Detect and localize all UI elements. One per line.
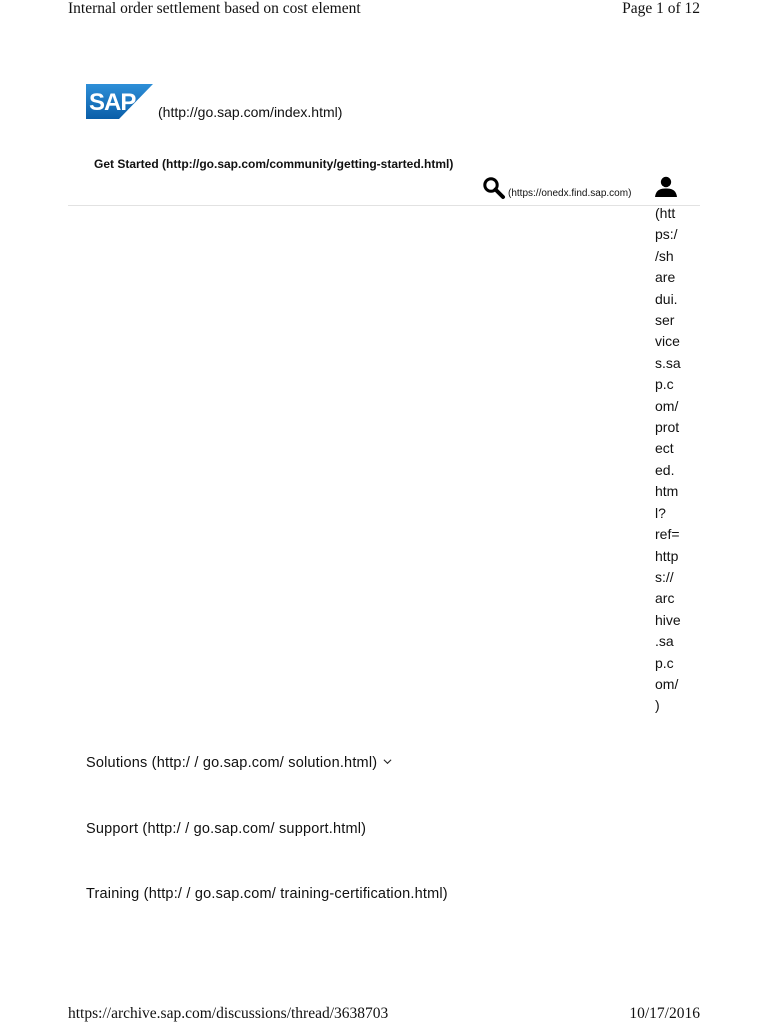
get-started-link[interactable]: Get Started (http://go.sap.com/community/getting-started.html) bbox=[94, 157, 454, 171]
profile-url-line: ser bbox=[655, 312, 675, 329]
user-icon[interactable] bbox=[655, 175, 679, 199]
profile-url-line: arc bbox=[655, 590, 675, 607]
profile-url-line: vice bbox=[655, 333, 680, 350]
profile-url-line: ref= bbox=[655, 526, 680, 543]
document-title: Internal order settlement based on cost element bbox=[68, 0, 361, 17]
search-link-url[interactable]: (https://onedx.find.sap.com) bbox=[508, 188, 632, 199]
profile-url-line: htm bbox=[655, 483, 679, 500]
sap-logo[interactable] bbox=[86, 84, 153, 119]
user-profile-link-url[interactable] bbox=[655, 203, 687, 717]
profile-url-line: om/ bbox=[655, 675, 679, 692]
logo-text: SAP bbox=[89, 89, 136, 116]
profile-url-line: /sh bbox=[655, 247, 674, 264]
profile-url-line: dui. bbox=[655, 290, 678, 307]
profile-url-line: s:// bbox=[655, 568, 674, 585]
profile-url-line: hive bbox=[655, 611, 681, 628]
page-number: Page 1 of 12 bbox=[622, 0, 700, 17]
chevron-down-icon[interactable] bbox=[383, 757, 392, 766]
nav-support[interactable]: Support (http:/ / go.sap.com/ support.html) bbox=[86, 821, 367, 837]
profile-url-line: s.sa bbox=[655, 354, 681, 371]
nav-solutions-label: Solutions (http:/ / go.sap.com/ solution.html) bbox=[86, 755, 378, 771]
search-icon[interactable] bbox=[482, 176, 506, 200]
sap-logo-icon bbox=[86, 84, 153, 119]
profile-url-line: ed. bbox=[655, 461, 675, 478]
profile-url-line: p.c bbox=[655, 376, 674, 393]
footer-url: https://archive.sap.com/discussions/thread/3638703 bbox=[68, 1005, 389, 1022]
profile-url-line: om/ bbox=[655, 397, 679, 414]
profile-url-line: ps:/ bbox=[655, 226, 678, 243]
header-divider bbox=[68, 205, 700, 206]
profile-url-line: p.c bbox=[655, 654, 674, 671]
profile-url-line: are bbox=[655, 269, 676, 286]
profile-url-line: .sa bbox=[655, 633, 674, 650]
nav-solutions[interactable] bbox=[86, 755, 392, 771]
profile-url-line: l? bbox=[655, 504, 666, 521]
profile-url-line: prot bbox=[655, 419, 680, 436]
profile-url-line: ) bbox=[655, 697, 660, 714]
logo-link-url[interactable]: (http://go.sap.com/index.html) bbox=[158, 104, 343, 120]
footer-date: 10/17/2016 bbox=[629, 1005, 700, 1022]
profile-url-line: (htt bbox=[655, 205, 676, 221]
profile-url-line: http bbox=[655, 547, 679, 564]
nav-training[interactable]: Training (http:/ / go.sap.com/ training-certification.html) bbox=[86, 886, 448, 902]
profile-url-line: ect bbox=[655, 440, 674, 457]
